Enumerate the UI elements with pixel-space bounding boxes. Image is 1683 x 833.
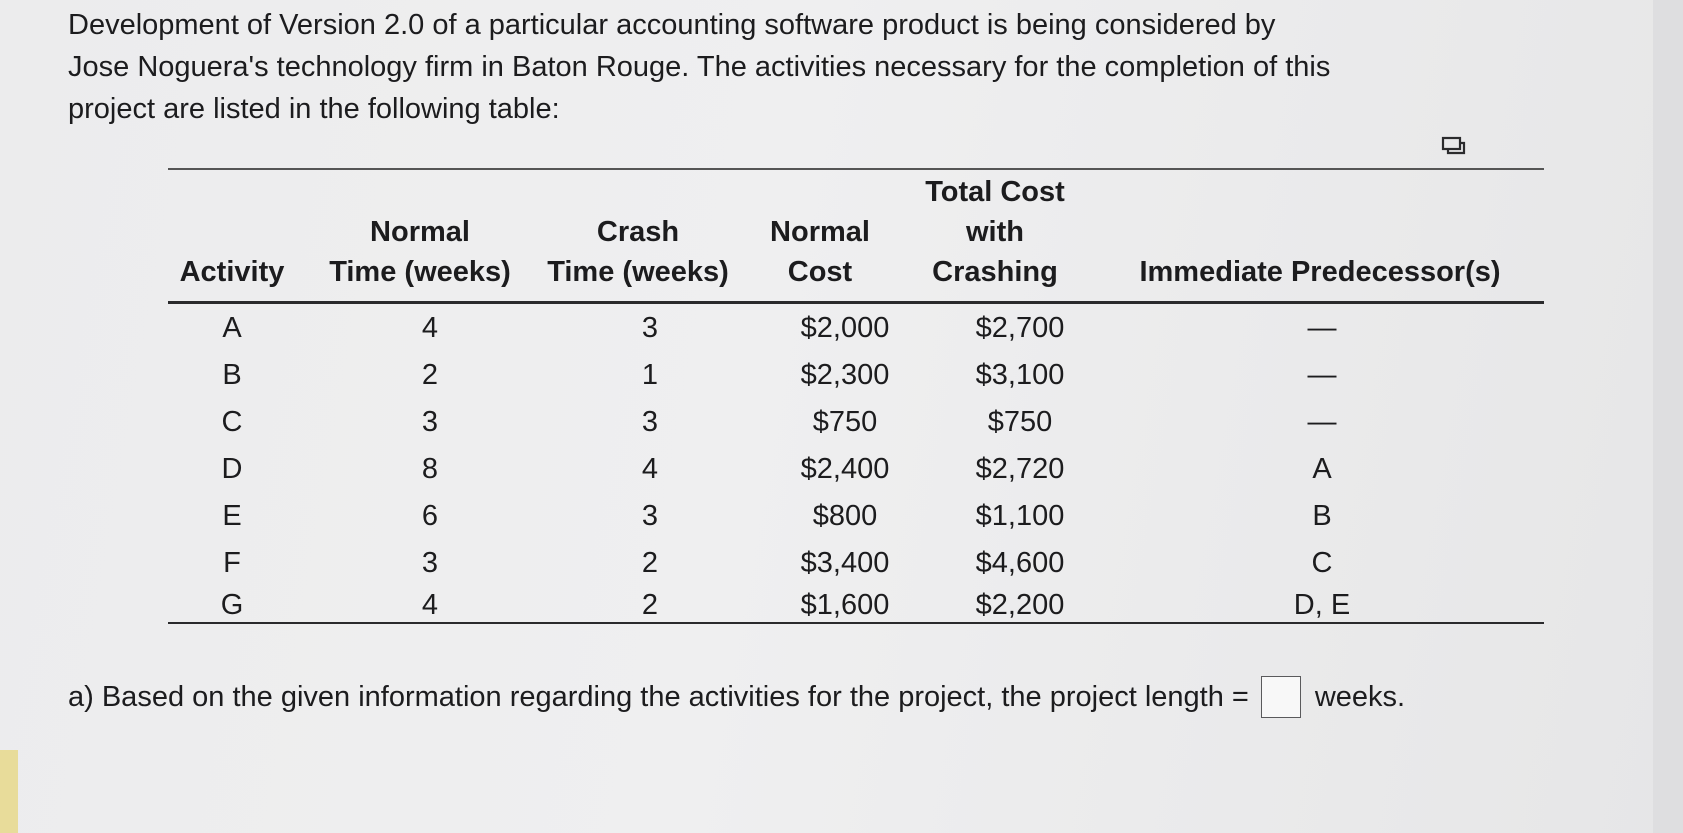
cell-normal-cost: $1,600 xyxy=(800,589,890,621)
cell-crash-time: 2 xyxy=(641,547,659,579)
cell-normal-cost: $750 xyxy=(812,406,878,438)
intro-line-3: project are listed in the following table: xyxy=(68,93,560,125)
cell-total-cost: $750 xyxy=(987,406,1053,438)
question-suffix: weeks. xyxy=(1314,681,1406,713)
cell-total-cost: $1,100 xyxy=(975,500,1065,532)
cell-predecessors: D, E xyxy=(1293,589,1351,621)
cell-normal-cost: $800 xyxy=(812,500,878,532)
cell-normal-time: 4 xyxy=(421,312,439,344)
cell-total-cost: $2,720 xyxy=(975,453,1065,485)
cell-normal-time: 3 xyxy=(421,547,439,579)
cell-crash-time: 4 xyxy=(641,453,659,485)
left-edge-highlight xyxy=(0,750,18,833)
cell-normal-cost: $2,300 xyxy=(800,359,890,391)
cell-activity: B xyxy=(222,359,242,391)
cell-normal-time: 4 xyxy=(421,589,439,621)
intro-line-2: Jose Noguera's technology firm in Baton Rouge. The activities necessary for the completion of this xyxy=(68,51,1331,83)
cell-crash-time: 3 xyxy=(641,312,659,344)
header-normal-cost: Normal Cost xyxy=(770,216,870,288)
cell-normal-time: 6 xyxy=(421,500,439,532)
cell-total-cost: $2,700 xyxy=(975,312,1065,344)
cell-total-cost: $2,200 xyxy=(975,589,1065,621)
header-crash-time: Crash Time (weeks) xyxy=(547,216,729,288)
cell-normal-cost: $2,400 xyxy=(800,453,890,485)
cell-activity: E xyxy=(222,500,242,532)
table-bottom-rule xyxy=(168,622,1544,624)
cell-crash-time: 3 xyxy=(641,406,659,438)
table-top-rule xyxy=(168,168,1544,170)
cell-activity: C xyxy=(221,406,243,438)
right-edge-shadow xyxy=(1653,0,1683,833)
cell-predecessors: — xyxy=(1307,359,1337,391)
cell-predecessors: B xyxy=(1312,500,1332,532)
cell-total-cost: $4,600 xyxy=(975,547,1065,579)
question-a xyxy=(68,676,1405,718)
cell-normal-time: 8 xyxy=(421,453,439,485)
cell-activity: G xyxy=(220,589,244,621)
cell-normal-cost: $3,400 xyxy=(800,547,890,579)
cell-predecessors: C xyxy=(1311,547,1333,579)
cell-predecessors: — xyxy=(1307,406,1337,438)
header-normal-time: Normal Time (weeks) xyxy=(329,216,511,288)
cell-predecessors: — xyxy=(1307,312,1337,344)
cell-crash-time: 2 xyxy=(641,589,659,621)
cell-normal-time: 2 xyxy=(421,359,439,391)
cell-activity: A xyxy=(222,312,242,344)
cell-activity: D xyxy=(221,453,243,485)
problem-statement xyxy=(68,4,1548,130)
table-header-rule xyxy=(168,301,1544,304)
cell-activity: F xyxy=(223,547,241,579)
cell-normal-time: 3 xyxy=(421,406,439,438)
cell-crash-time: 1 xyxy=(641,359,659,391)
question-prefix: a) Based on the given information regarding the activities for the project, the project length = xyxy=(68,681,1249,713)
header-immediate-predecessors: Immediate Predecessor(s) xyxy=(1139,256,1501,288)
cell-crash-time: 3 xyxy=(641,500,659,532)
intro-line-1: Development of Version 2.0 of a particular accounting software product is being considered by xyxy=(68,9,1276,41)
project-length-answer-box[interactable] xyxy=(1261,676,1301,718)
cell-normal-cost: $2,000 xyxy=(800,312,890,344)
cell-total-cost: $3,100 xyxy=(975,359,1065,391)
cell-predecessors: A xyxy=(1312,453,1332,485)
expand-table-icon[interactable] xyxy=(1441,135,1467,157)
header-activity: Activity xyxy=(179,256,285,288)
header-total-cost-with-crashing: Total Cost with Crashing xyxy=(925,176,1065,288)
